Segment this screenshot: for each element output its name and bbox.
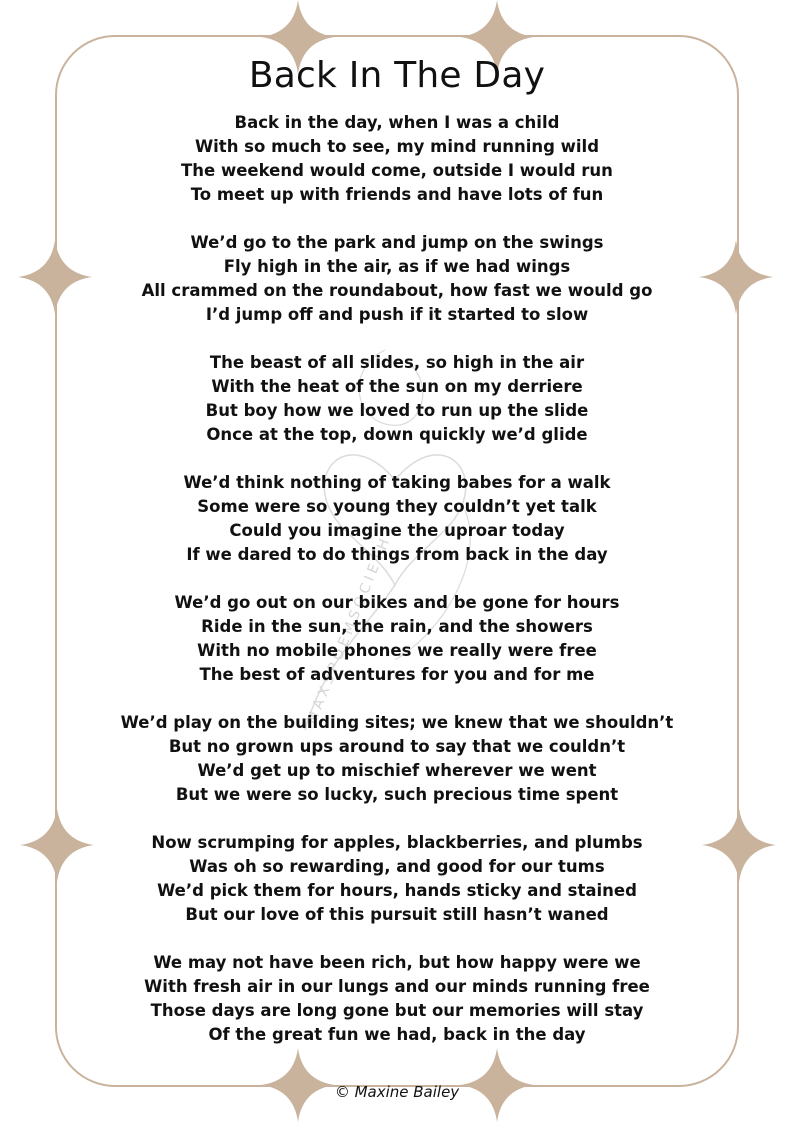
poem-title: Back In The Day (248, 55, 546, 96)
poem-line: To meet up with friends and have lots of fun (190, 185, 604, 204)
stanza-spacer (0, 927, 794, 951)
stanza-spacer (0, 327, 794, 351)
poem-line: But our love of this pursuit still hasn’t waned (185, 905, 609, 924)
stanza-spacer (0, 207, 794, 231)
poem-line: We’d play on the building sites; we knew that we shouldn’t (120, 713, 674, 732)
poem-line: With fresh air in our lungs and our minds running free (144, 977, 650, 996)
svg-text:MAXSPOEMSOCIETH: MAXSPOEMSOCIETH (303, 532, 395, 727)
copyright-notice: © Maxine Bailey (334, 1083, 460, 1101)
stanza-spacer (0, 807, 794, 831)
poem-line: With so much to see, my mind running wild (194, 137, 600, 156)
poem-line: With no mobile phones we really were free (197, 641, 597, 660)
stanza-spacer (0, 567, 794, 591)
poem-line: But boy how we loved to run up the slide (205, 401, 589, 420)
stanza-spacer (0, 687, 794, 711)
poem-line: We’d think nothing of taking babes for a walk (183, 473, 611, 492)
poem-line: Ride in the sun, the rain, and the showers (201, 617, 593, 636)
poem-line: Some were so young they couldn’t yet talk (197, 497, 597, 516)
poem-line: But no grown ups around to say that we couldn’t (168, 737, 626, 756)
stanza (0, 711, 794, 807)
poem-line: Once at the top, down quickly we’d glide (206, 425, 588, 444)
poem-line: We’d get up to mischief wherever we went (197, 761, 597, 780)
stanza (0, 231, 794, 327)
poem-line: With the heat of the sun on my derriere (211, 377, 583, 396)
poem-line: Of the great fun we had, back in the day (208, 1025, 586, 1044)
poem-line: Fly high in the air, as if we had wings (223, 257, 571, 276)
poem-line: But we were so lucky, such precious time spent (175, 785, 619, 804)
poem-line: We’d pick them for hours, hands sticky and stained (157, 881, 637, 900)
poem-line: We may not have been rich, but how happy were we (153, 953, 641, 972)
poem-line: If we dared to do things from back in the day (186, 545, 608, 564)
poem-line: We’d go to the park and jump on the swings (190, 233, 604, 252)
poem-line: I’d jump off and push if it started to slow (205, 305, 589, 324)
stanza (0, 471, 794, 567)
stanza (0, 831, 794, 927)
poem-line: Back in the day, when I was a child (234, 113, 560, 132)
poem-line: Could you imagine the uproar today (229, 521, 565, 540)
stanza-spacer (0, 447, 794, 471)
poem-body (0, 111, 794, 1047)
stanza (0, 351, 794, 447)
stanza (0, 111, 794, 207)
poem-line: The weekend would come, outside I would run (181, 161, 613, 180)
poem-line: All crammed on the roundabout, how fast we would go (141, 281, 653, 300)
poem-line: The beast of all slides, so high in the air (209, 353, 585, 372)
poem-line: Was oh so rewarding, and good for our tums (189, 857, 605, 876)
poem-line: Now scrumping for apples, blackberries, and plumbs (151, 833, 643, 852)
poem-line: We’d go out on our bikes and be gone for hours (174, 593, 620, 612)
stanza (0, 591, 794, 687)
poem-line: The best of adventures for you and for me (199, 665, 595, 684)
stanza (0, 951, 794, 1047)
poem-line: Those days are long gone but our memories will stay (150, 1001, 644, 1020)
